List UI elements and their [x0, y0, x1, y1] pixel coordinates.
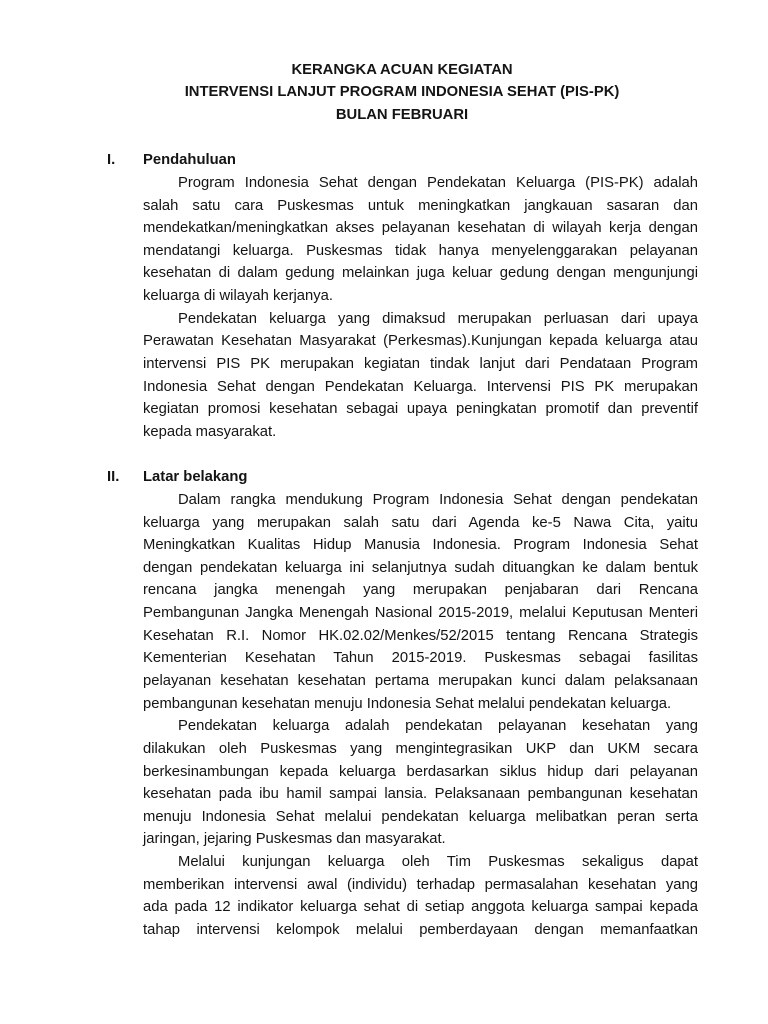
paragraph-line: Kesehatan R.I. Nomor HK.02.02/Menkes/52/2015 tentang Rencana Strategis	[143, 627, 698, 644]
paragraph-line: tahap intervensi kelompok melalui pemberdayaan dengan memanfaatkan	[143, 922, 698, 939]
paragraph-line: pelayanan kesehatan kesehatan pertama merupakan kunci dalam pelaksanaan	[143, 672, 698, 689]
paragraph	[143, 172, 698, 308]
paragraph-line: kepada masyarakat.	[143, 423, 277, 440]
paragraph-line: kegiatan promosi kesehatan sebagai upaya peningkatan promotif dan preventif	[143, 401, 698, 418]
paragraph	[143, 308, 698, 444]
paragraph-line: ada pada 12 indikator keluarga sehat di setiap anggota keluarga sampai kepada	[143, 899, 698, 916]
section-spacer	[0, 444, 768, 467]
paragraph-line: keluarga di wilayah kerjanya.	[143, 288, 333, 305]
paragraph-line: Dalam rangka mendukung Program Indonesia Sehat dengan pendekatan	[178, 491, 698, 508]
paragraph-line: dengan pendekatan keluarga ini selanjutnya sudah dituangkan ke dalam bentuk	[143, 559, 698, 576]
paragraph-line: pembangunan kesehatan menuju Indonesia Sehat melalui pendekatan keluarga.	[143, 695, 672, 712]
section-body	[143, 172, 698, 444]
paragraph-line: Perawatan Kesehatan Masyarakat (Perkesmas).Kunjungan kepada keluarga atau	[143, 333, 698, 350]
paragraph-line: Pendekatan keluarga adalah pendekatan pelayanan kesehatan yang	[178, 718, 698, 735]
paragraph-line: Meningkatkan Kualitas Hidup Manusia Indonesia. Program Indonesia Sehat	[143, 537, 698, 554]
paragraph-line: mendatangi keluarga. Puskesmas tidak hanya menyelenggarakan pelayanan	[143, 242, 698, 259]
paragraph-line: menuju Indonesia Sehat melalui pendekatan keluarga melibatkan peran serta	[143, 808, 698, 825]
paragraph-line: Pendekatan keluarga yang dimaksud merupakan perluasan dari upaya	[178, 310, 698, 327]
paragraph-line: salah satu cara Puskesmas untuk meningkatkan jangkauan sasaran dan	[143, 197, 698, 214]
paragraph-line: mendekatkan/meningkatkan akses pelayanan kesehatan di wilayah kerja dengan	[143, 220, 698, 237]
paragraph-line: Melalui kunjungan keluarga oleh Tim Puskesmas sekaligus dapat	[178, 854, 698, 871]
title-line-3: BULAN FEBRUARI	[335, 106, 469, 123]
section-heading	[107, 149, 768, 172]
paragraph	[143, 715, 698, 851]
paragraph-line: Program Indonesia Sehat dengan Pendekatan Keluarga (PIS-PK) adalah	[178, 174, 698, 191]
paragraph-line: kesehatan pada ibu hamil sampai lansia. Pelaksanaan pembangunan kesehatan	[143, 786, 698, 803]
section-heading	[107, 466, 768, 489]
section-title: Latar belakang	[143, 469, 248, 486]
title-line-1: KERANGKA ACUAN KEGIATAN	[291, 61, 513, 78]
paragraph-line: Kementerian Kesehatan Tahun 2015-2019. Puskesmas sebagai fasilitas	[143, 650, 698, 667]
document-title	[107, 59, 697, 127]
paragraph-line: rencana jangka menengah yang merupakan penjabaran dari Rencana	[143, 582, 698, 599]
paragraph-line: memberikan intervensi awal (individu) terhadap permasalahan kesehatan yang	[143, 876, 698, 893]
paragraph-line: keluarga yang merupakan salah satu dari Agenda ke-5 Nawa Cita, yaitu	[143, 514, 698, 531]
title-line-2: INTERVENSI LANJUT PROGRAM INDONESIA SEHAT (PIS-PK)	[184, 84, 620, 101]
paragraph	[143, 489, 698, 715]
section-latar-belakang	[0, 466, 768, 941]
paragraph-line: intervensi PIS PK merupakan kegiatan tindak lanjut dari Pendataan Program	[143, 356, 698, 373]
paragraph-line: jaringan, jejaring Puskesmas dan masyarakat.	[143, 831, 446, 848]
paragraph-line: kesehatan di dalam gedung melainkan juga keluar gedung dengan mengunjungi	[143, 265, 698, 282]
paragraph	[143, 851, 698, 942]
section-number: I.	[107, 152, 116, 169]
section-pendahuluan	[0, 149, 768, 443]
section-body	[143, 489, 698, 942]
paragraph-line: Pembangunan Jangka Menengah Nasional 2015-2019, melalui Keputusan Menteri	[143, 605, 698, 622]
paragraph-line: Indonesia Sehat dengan Pendekatan Keluarga. Intervensi PIS PK merupakan	[143, 378, 698, 395]
paragraph-line: dilakukan oleh Puskesmas yang mengintegrasikan UKP dan UKM secara	[143, 740, 698, 757]
section-spacer	[0, 127, 768, 150]
section-number: II.	[107, 469, 120, 486]
section-title: Pendahuluan	[143, 152, 236, 169]
paragraph-line: berkesinambungan kepada keluarga berdasarkan siklus hidup dari pelayanan	[143, 763, 698, 780]
